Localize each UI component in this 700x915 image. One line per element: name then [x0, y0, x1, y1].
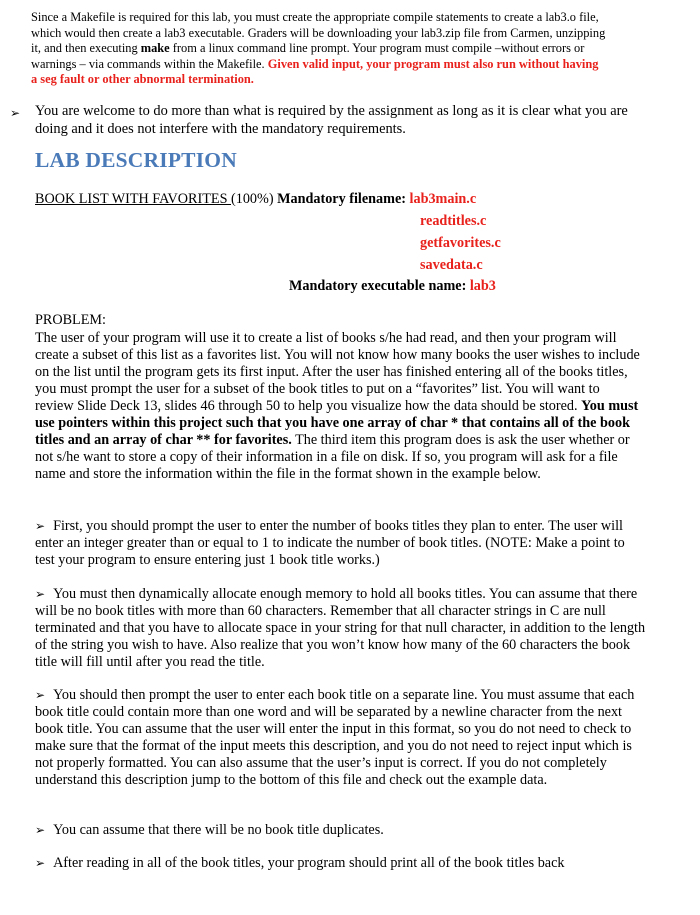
problem-text-2: The third item this program does is ask the user whether or not s/he want to store a copy of their information in a file on disk. If so, you program will ask for a file name and store the information within the file in the format shown in the example below. — [35, 432, 630, 482]
bullet-arrow-icon: ➢ — [35, 519, 46, 533]
filename-main: lab3main.c — [409, 191, 477, 207]
bullet-paragraph — [35, 518, 647, 569]
filename-getfavorites: getfavorites.c — [420, 235, 501, 251]
executable-name: lab3 — [469, 278, 496, 294]
lab-description-heading: LAB DESCRIPTION — [35, 148, 237, 172]
filename-label: Mandatory filename: — [277, 191, 406, 207]
bullet-text: After reading in all of the book titles, your program should print all of the book titles back — [53, 855, 565, 871]
problem-text-1: The user of your program will use it to create a list of books s/he had read, and then your program will create a subset of this list as a favorites list. You will not know how many books the user wishes to include on the list until the program gets its first input. After the user has finished entering all of the books titles, you must prompt the user for a subset of the book titles to put on a “favorites” list. You will want to review Slide Deck 13, slides 46 through 50 to help you visualize how the data should be stored. — [35, 330, 640, 414]
bullet-paragraph — [35, 586, 647, 671]
welcome-bullet: You are welcome to do more than what is required by the assignment as long as it is clear what you are doing and it does not interfere with the mandatory requirements. — [35, 103, 628, 137]
spec-weight: (100%) — [231, 191, 274, 207]
executable-label: Mandatory executable name: — [289, 278, 467, 294]
intro-warning: Given valid input, your program must also run without having a seg fault or other abnormal termination. — [31, 56, 599, 87]
spec-title-line — [35, 191, 476, 208]
executable-line — [289, 278, 496, 295]
bullet-arrow-icon: ➢ — [35, 688, 46, 702]
bullet-text: First, you should prompt the user to enter the number of books titles they plan to enter. The user will enter an integer greater than or equal to 1 to indicate the number of book titles. (NOTE: Make a point to test your program to ensure entering just 1 book title works.) — [35, 518, 625, 568]
bullet-text: You can assume that there will be no book title duplicates. — [53, 822, 384, 838]
bullet-text: You must then dynamically allocate enough memory to hold all books titles. You can assume that there will be no book titles with more than 60 characters. Remember that all character strings in C are null terminated and that you have to allocate space in your string for that null character, in addition to the length of the string you wish to have. Also realize that you won’t know how many of the 60 characters the book title will fill until after you read the title. — [35, 586, 646, 670]
bullet-paragraph — [35, 687, 647, 789]
problem-paragraph — [35, 330, 640, 483]
bullet-paragraph — [35, 822, 647, 839]
bullet-arrow-icon: ➢ — [10, 106, 21, 120]
problem-pointer-requirement: You must use pointers within this project such that you have one array of char * that contains all of the book titles and an array of char ** for favorites. — [35, 398, 639, 448]
spec-title: BOOK LIST WITH FAVORITES — [35, 191, 232, 207]
intro-make-command: make — [140, 41, 170, 56]
intro-text-1: Since a Makefile is required for this lab, you must create the appropriate compile statements to create a lab3.o file, which would then create a lab3 executable. Graders will be downloading your lab3.zip file from Carmen, unzipping it, and then executing — [31, 10, 606, 56]
bullet-text: You should then prompt the user to enter each book title on a separate line. You must assume that each book title could contain more than one word and will be separated by a newline character from the next book title. You can assume that the user will enter the input in this format, so you do not need to check to make sure that the format of the input meets this description, and you do not need to reject input which is not properly formatted. You can also assume that the user’s input is correct. If you do not completely understand this description jump to the bottom of this file and check out the example data. — [35, 687, 635, 788]
intro-text-2: from a linux command line prompt. Your program must compile –without errors or warnings – via commands within the Makefile. — [31, 41, 585, 71]
makefile-intro-paragraph — [31, 10, 606, 88]
bullet-paragraph — [35, 855, 647, 872]
bullet-arrow-icon: ➢ — [35, 587, 46, 601]
bullet-arrow-icon: ➢ — [35, 823, 46, 837]
bullet-arrow-icon: ➢ — [35, 856, 46, 870]
problem-label: PROBLEM: — [35, 312, 106, 328]
filename-readtitles: readtitles.c — [420, 213, 487, 229]
filename-savedata: savedata.c — [420, 257, 483, 273]
